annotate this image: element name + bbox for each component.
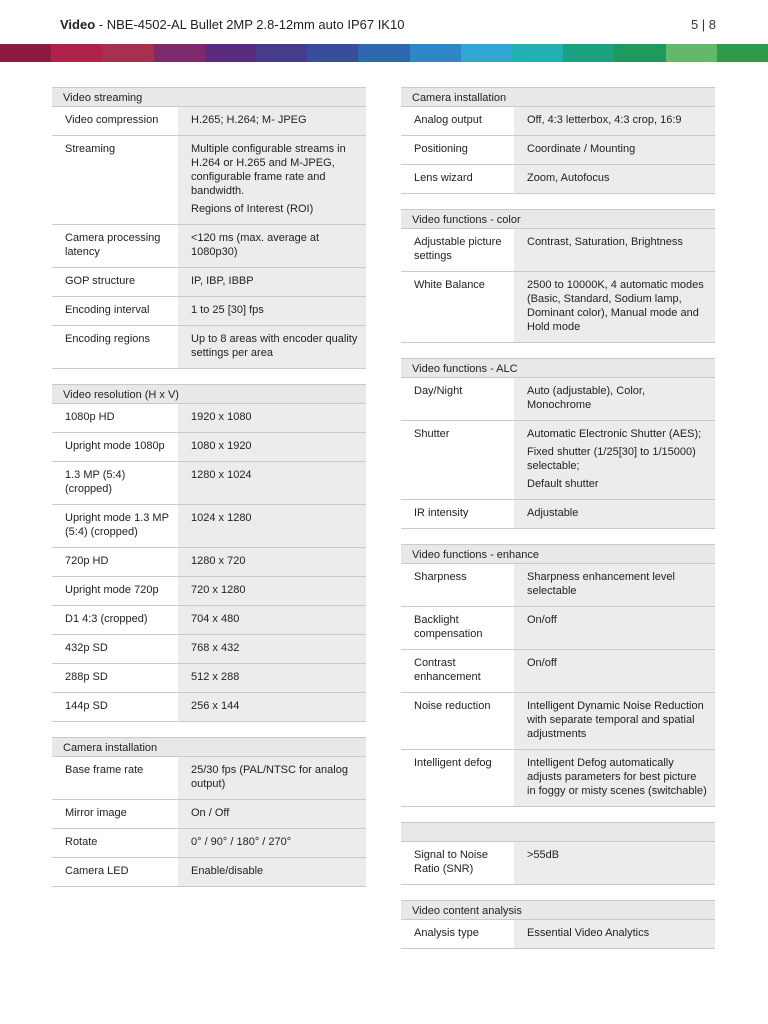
spec-table-title: Camera installation bbox=[401, 88, 715, 107]
spec-value-line: On/off bbox=[527, 657, 557, 669]
spec-row bbox=[52, 693, 366, 722]
spec-value bbox=[514, 229, 715, 272]
section-name: Video bbox=[60, 17, 96, 32]
band-segment bbox=[358, 44, 409, 62]
spec-row bbox=[52, 107, 366, 136]
spec-label: White Balance bbox=[401, 272, 514, 343]
spec-row bbox=[401, 564, 715, 607]
spec-row bbox=[401, 750, 715, 807]
spec-label: D1 4:3 (cropped) bbox=[52, 606, 178, 635]
spec-value-line: 25/30 fps (PAL/NTSC for analog output) bbox=[191, 764, 348, 790]
spec-label: Camera LED bbox=[52, 858, 178, 887]
spec-row bbox=[401, 650, 715, 693]
spec-value bbox=[178, 757, 366, 800]
spec-value-line: Essential Video Analytics bbox=[527, 927, 650, 939]
spec-value bbox=[178, 268, 366, 297]
spec-value bbox=[178, 297, 366, 326]
spec-table-title bbox=[401, 823, 715, 842]
band-segment bbox=[102, 44, 153, 62]
spec-row bbox=[52, 577, 366, 606]
spec-value-line: 720 x 1280 bbox=[191, 584, 246, 596]
spec-table-camera-installation bbox=[52, 737, 366, 887]
spec-row bbox=[52, 664, 366, 693]
spec-label: Video compression bbox=[52, 107, 178, 136]
spec-value-line: 1024 x 1280 bbox=[191, 512, 252, 524]
spec-row bbox=[401, 500, 715, 529]
band-segment bbox=[154, 44, 205, 62]
spec-value bbox=[514, 607, 715, 650]
spec-row bbox=[52, 268, 366, 297]
spec-value-line: Auto (adjustable), Color, Monochrome bbox=[527, 385, 646, 411]
spec-value bbox=[178, 326, 366, 369]
spec-label: Contrast enhancement bbox=[401, 650, 514, 693]
spec-label: Sharpness bbox=[401, 564, 514, 607]
band-segment bbox=[410, 44, 461, 62]
spec-value bbox=[178, 606, 366, 635]
spec-value-line: On/off bbox=[527, 614, 557, 626]
spec-value bbox=[178, 800, 366, 829]
spec-value bbox=[178, 858, 366, 887]
spec-value-line: 1280 x 720 bbox=[191, 555, 246, 567]
band-segment bbox=[0, 44, 51, 62]
spec-value-line: Multiple configurable streams in H.264 or H.265 and M-JPEG, configurable frame rate and bandwidth. bbox=[191, 143, 346, 197]
spec-label: Rotate bbox=[52, 829, 178, 858]
spec-value-line: Intelligent Defog automatically adjusts parameters for best picture in foggy or misty scenes (switchable) bbox=[527, 757, 707, 797]
spec-row bbox=[52, 136, 366, 225]
spec-label: Base frame rate bbox=[52, 757, 178, 800]
spec-value bbox=[178, 107, 366, 136]
spec-value-line: Fixed shutter (1/25[30] to 1/15000) selectable; bbox=[527, 446, 696, 472]
spec-table-title: Video functions - ALC bbox=[401, 359, 715, 378]
spec-value bbox=[514, 920, 715, 949]
spec-row bbox=[52, 829, 366, 858]
spec-row bbox=[52, 326, 366, 369]
spec-label: Encoding interval bbox=[52, 297, 178, 326]
spec-row bbox=[52, 757, 366, 800]
spec-row bbox=[401, 421, 715, 500]
spec-value-line: Off, 4:3 letterbox, 4:3 crop, 16:9 bbox=[527, 114, 682, 126]
band-segment bbox=[614, 44, 665, 62]
brand-color-band bbox=[0, 44, 768, 62]
spec-label: Intelligent defog bbox=[401, 750, 514, 807]
spec-value bbox=[514, 107, 715, 136]
product-name: - NBE-4502-AL Bullet 2MP 2.8-12mm auto IP67 IK10 bbox=[95, 17, 405, 32]
spec-label: 144p SD bbox=[52, 693, 178, 722]
spec-row bbox=[401, 920, 715, 949]
spec-label: Upright mode 1080p bbox=[52, 433, 178, 462]
spec-label: 720p HD bbox=[52, 548, 178, 577]
spec-row bbox=[52, 225, 366, 268]
spec-value-line: Sharpness enhancement level selectable bbox=[527, 571, 675, 597]
band-segment bbox=[461, 44, 512, 62]
spec-row bbox=[52, 635, 366, 664]
spec-value bbox=[178, 404, 366, 433]
spec-table-camera-installation bbox=[401, 87, 715, 194]
spec-label: Mirror image bbox=[52, 800, 178, 829]
spec-label: Upright mode 1.3 MP (5:4) (cropped) bbox=[52, 505, 178, 548]
spec-value-line: 1280 x 1024 bbox=[191, 469, 252, 481]
spec-row bbox=[52, 858, 366, 887]
spec-row bbox=[401, 607, 715, 650]
spec-label: IR intensity bbox=[401, 500, 514, 529]
spec-value bbox=[178, 225, 366, 268]
spec-value bbox=[514, 378, 715, 421]
spec-row bbox=[401, 272, 715, 343]
spec-table-title: Video content analysis bbox=[401, 901, 715, 920]
spec-row bbox=[52, 404, 366, 433]
spec-value-line: >55dB bbox=[527, 849, 560, 861]
spec-value bbox=[514, 136, 715, 165]
spec-value bbox=[178, 505, 366, 548]
spec-value-line: IP, IBP, IBBP bbox=[191, 275, 254, 287]
spec-row bbox=[52, 462, 366, 505]
spec-label: Upright mode 720p bbox=[52, 577, 178, 606]
spec-table-video-functions-enhance bbox=[401, 544, 715, 807]
band-segment bbox=[307, 44, 358, 62]
right-column bbox=[401, 87, 715, 964]
spec-table-video-content-analysis bbox=[401, 900, 715, 949]
spec-value bbox=[514, 165, 715, 194]
spec-value-line: Intelligent Dynamic Noise Reduction with separate temporal and spatial adjustments bbox=[527, 700, 704, 740]
spec-table-untitled bbox=[401, 822, 715, 885]
spec-value bbox=[178, 136, 366, 225]
spec-value bbox=[178, 462, 366, 505]
spec-value-line: Regions of Interest (ROI) bbox=[191, 203, 314, 215]
spec-value bbox=[514, 750, 715, 807]
spec-value bbox=[514, 842, 715, 885]
spec-value bbox=[178, 577, 366, 606]
spec-table-title: Video functions - enhance bbox=[401, 545, 715, 564]
spec-table-title: Video streaming bbox=[52, 88, 366, 107]
band-segment bbox=[717, 44, 768, 62]
spec-label: 288p SD bbox=[52, 664, 178, 693]
spec-row bbox=[401, 107, 715, 136]
spec-label: Adjustable picture settings bbox=[401, 229, 514, 272]
spec-label: Lens wizard bbox=[401, 165, 514, 194]
spec-value-line: Default shutter bbox=[527, 478, 599, 490]
spec-value bbox=[514, 650, 715, 693]
spec-value bbox=[178, 829, 366, 858]
spec-label: 1.3 MP (5:4) (cropped) bbox=[52, 462, 178, 505]
spec-table-title: Video resolution (H x V) bbox=[52, 385, 366, 404]
spec-value-line: Zoom, Autofocus bbox=[527, 172, 610, 184]
band-segment bbox=[512, 44, 563, 62]
band-segment bbox=[256, 44, 307, 62]
spec-row bbox=[52, 297, 366, 326]
spec-label: Shutter bbox=[401, 421, 514, 500]
spec-row bbox=[401, 229, 715, 272]
spec-value-line: 768 x 432 bbox=[191, 642, 240, 654]
spec-value bbox=[178, 664, 366, 693]
spec-label: Signal to Noise Ratio (SNR) bbox=[401, 842, 514, 885]
spec-table-video-functions-alc bbox=[401, 358, 715, 529]
spec-row bbox=[52, 548, 366, 577]
spec-row bbox=[401, 165, 715, 194]
spec-label: Camera processing latency bbox=[52, 225, 178, 268]
spec-value-line: 1080 x 1920 bbox=[191, 440, 252, 452]
spec-value bbox=[178, 693, 366, 722]
band-segment bbox=[666, 44, 717, 62]
spec-value bbox=[514, 564, 715, 607]
spec-value-line: Enable/disable bbox=[191, 865, 264, 877]
spec-table-title: Video functions - color bbox=[401, 210, 715, 229]
spec-value-line: 704 x 480 bbox=[191, 613, 240, 625]
spec-table-video-resolution-h-x-v bbox=[52, 384, 366, 722]
spec-value-line: Adjustable bbox=[527, 507, 579, 519]
spec-value-line: 512 x 288 bbox=[191, 671, 240, 683]
page-header bbox=[0, 0, 768, 40]
spec-value-line: <120 ms (max. average at 1080p30) bbox=[191, 232, 320, 258]
spec-row bbox=[52, 800, 366, 829]
spec-value bbox=[514, 693, 715, 750]
page-number: 5 | 8 bbox=[690, 17, 716, 32]
spec-value-line: 1 to 25 [30] fps bbox=[191, 304, 264, 316]
left-column bbox=[52, 87, 366, 902]
spec-label: 432p SD bbox=[52, 635, 178, 664]
band-segment bbox=[51, 44, 102, 62]
spec-value-line: Up to 8 areas with encoder quality settings per area bbox=[191, 333, 358, 359]
spec-value bbox=[514, 500, 715, 529]
spec-table-video-functions-color bbox=[401, 209, 715, 343]
spec-row bbox=[401, 693, 715, 750]
document-title bbox=[60, 17, 404, 32]
spec-value bbox=[178, 548, 366, 577]
spec-label: 1080p HD bbox=[52, 404, 178, 433]
spec-label: Encoding regions bbox=[52, 326, 178, 369]
spec-label: Backlight compensation bbox=[401, 607, 514, 650]
band-segment bbox=[205, 44, 256, 62]
spec-label: GOP structure bbox=[52, 268, 178, 297]
spec-value-line: On / Off bbox=[191, 807, 230, 819]
spec-value bbox=[514, 272, 715, 343]
spec-value-line: 0° / 90° / 180° / 270° bbox=[191, 836, 292, 848]
spec-value-line: Automatic Electronic Shutter (AES); bbox=[527, 428, 702, 440]
spec-value-line: 2500 to 10000K, 4 automatic modes (Basic, Standard, Sodium lamp, Dominant color), Manual mode and Hold mode bbox=[527, 279, 704, 333]
spec-label: Positioning bbox=[401, 136, 514, 165]
spec-value bbox=[178, 635, 366, 664]
spec-label: Analog output bbox=[401, 107, 514, 136]
spec-value-line: Coordinate / Mounting bbox=[527, 143, 636, 155]
spec-label: Analysis type bbox=[401, 920, 514, 949]
spec-label: Streaming bbox=[52, 136, 178, 225]
spec-table-title: Camera installation bbox=[52, 738, 366, 757]
spec-value-line: 1920 x 1080 bbox=[191, 411, 252, 423]
spec-label: Day/Night bbox=[401, 378, 514, 421]
spec-label: Noise reduction bbox=[401, 693, 514, 750]
spec-row bbox=[52, 505, 366, 548]
band-segment bbox=[563, 44, 614, 62]
spec-row bbox=[52, 433, 366, 462]
spec-row bbox=[401, 378, 715, 421]
spec-row bbox=[52, 606, 366, 635]
spec-value bbox=[178, 433, 366, 462]
spec-row bbox=[401, 136, 715, 165]
spec-value-line: H.265; H.264; M- JPEG bbox=[191, 114, 307, 126]
spec-value-line: 256 x 144 bbox=[191, 700, 240, 712]
spec-row bbox=[401, 842, 715, 885]
spec-value bbox=[514, 421, 715, 500]
spec-value-line: Contrast, Saturation, Brightness bbox=[527, 236, 683, 248]
spec-table-video-streaming bbox=[52, 87, 366, 369]
